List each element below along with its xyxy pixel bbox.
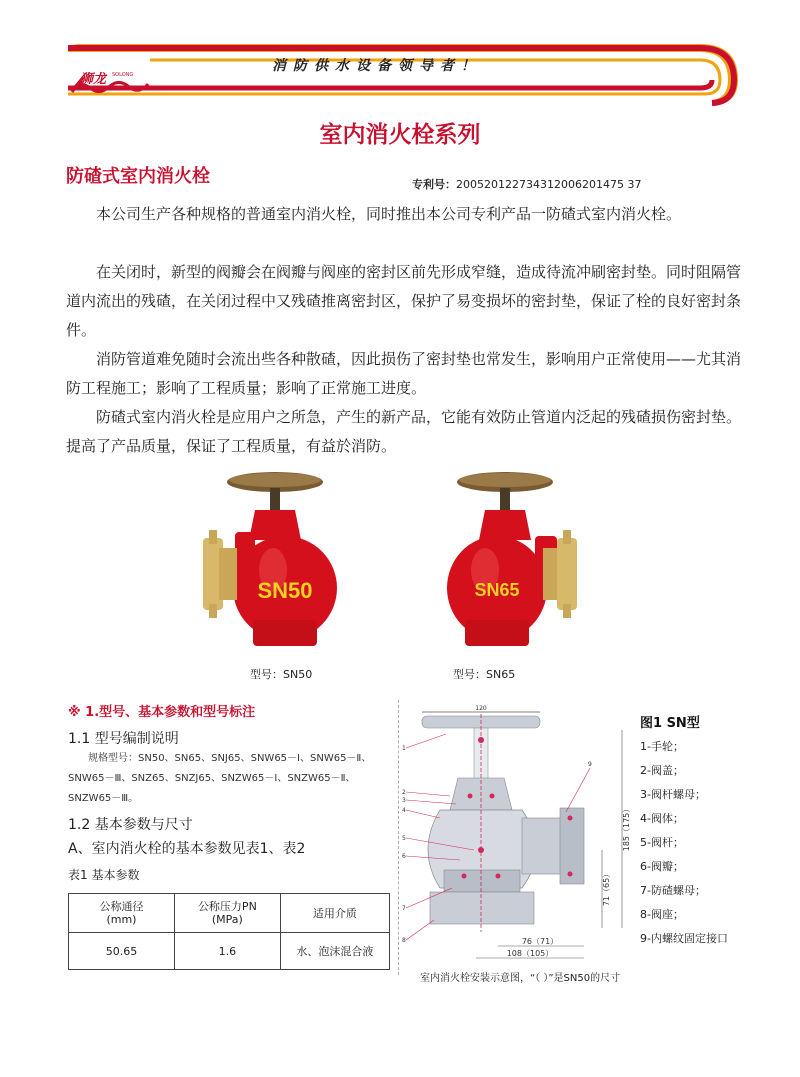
cell-pressure: 1.6 <box>174 933 280 970</box>
column-divider <box>398 700 399 975</box>
cell-medium: 水、泡沫混合液 <box>280 933 389 970</box>
callout-5: 5 <box>402 835 406 842</box>
intro-paragraph: 本公司生产各种规格的普通室内消火栓，同时推出本公司专利产品一防碴式室内消火栓。 <box>96 205 682 223</box>
list-item: 8-阀座； <box>640 908 684 921</box>
sn50-label: SN50 <box>257 578 313 603</box>
photo-caption-sn50: 型号：SN50 <box>250 668 313 681</box>
intro-paragraph: 在关闭时，新型的阀瓣会在阀瓣与阀座的密封区前先形成窄缝，造成待流冲刷密封垫。同时阻隔管道内流出的残碴，在关闭过程中又残碴推离密封区，保护了易变损坏的密封垫，保证了栓的良好密封条件。 <box>66 263 742 339</box>
table-row <box>69 933 390 970</box>
dim-top: 120 <box>475 705 487 712</box>
list-item: 9-内螺纹固定接口 <box>640 932 728 945</box>
diagram-caption: 室内消火栓安装示意图，“（ ）”是SN50的尺寸 <box>420 973 621 984</box>
header-nominal-pressure: 公称压力PN (MPa) <box>174 894 280 933</box>
callout-8: 8 <box>402 937 406 944</box>
sn65-label: SN65 <box>474 580 520 600</box>
callout-4: 4 <box>402 807 406 814</box>
figure-title: 图1 SN型 <box>640 716 700 731</box>
list-item: 6-阀瓣； <box>640 860 684 873</box>
patent-number <box>412 176 641 192</box>
list-item: 1-手轮； <box>640 740 684 753</box>
subheading-1-1: 1.1 型号编制说明 <box>68 731 179 747</box>
list-item: 5-阀杆； <box>640 836 684 849</box>
product-photo-sn65 <box>435 470 585 655</box>
dim-height: 185（175） <box>622 804 631 852</box>
table-header-row <box>69 894 390 933</box>
parameter-table <box>68 893 390 970</box>
dim-inner-height: 71（65） <box>602 869 611 907</box>
logo-text: 狮龙 <box>80 72 107 87</box>
list-item: 3-阀杆螺母； <box>640 788 706 801</box>
spec-heading: ※ 1.型号、基本参数和型号标注 <box>68 705 256 720</box>
list-item: 2-阀盖； <box>640 764 684 777</box>
dim-width-2: 108（105） <box>506 949 554 958</box>
callout-3: 3 <box>402 797 406 804</box>
valve-cross-section-diagram <box>400 700 632 968</box>
callout-1: 1 <box>402 745 406 752</box>
list-item: 7-防碴螺母； <box>640 884 706 897</box>
intro-paragraph: 防碴式室内消火栓是应用户之所急，产生的新产品，它能有效防止管道内泛起的残碴损伤密封垫。提高了产品质量，保证了工程质量，有益於消防。 <box>66 408 742 455</box>
patent-value: 200520122734312006201475 37 <box>456 178 642 191</box>
logo-subtext: SOLONG <box>112 72 134 78</box>
callout-2: 2 <box>402 789 406 796</box>
page-title: 室内消火栓系列 <box>319 122 481 148</box>
table-caption: 表1 基本参数 <box>68 868 140 882</box>
slogan: 消防供水设备领导者！ <box>272 58 482 74</box>
callout-9: 9 <box>588 761 592 768</box>
photo-caption-sn65: 型号：SN65 <box>453 668 516 681</box>
header-medium: 适用介质 <box>280 894 389 933</box>
callout-7: 7 <box>402 905 406 912</box>
subheading-1-2: 1.2 基本参数与尺寸 <box>68 817 193 833</box>
cell-diameter: 50.65 <box>69 933 175 970</box>
subheading-1-2-a: A、室内消火栓的基本参数见表1、表2 <box>68 841 306 857</box>
parts-list <box>640 735 728 951</box>
patent-label: 专利号： <box>412 178 456 191</box>
model-list: 规格型号：SN50、SN65、SNJ65、SNW65－Ⅰ、SNW65－Ⅱ、SNW65－Ⅲ、SNZ65、SNZJ65、SNZW65－Ⅰ、SNZW65－Ⅱ、SNZW65－Ⅲ。 <box>68 753 372 804</box>
intro-paragraph: 消防管道难免随时会流出些各种散碴，因此损伤了密封垫也常发生，影响用户正常使用——尤其消防工程施工；影响了工程质量；影响了正常施工进度。 <box>66 350 742 397</box>
list-item: 4-阀体； <box>640 812 684 825</box>
section-title: 防碴式室内消火栓 <box>66 166 210 187</box>
header-nominal-diameter: 公称通径 (mm) <box>69 894 175 933</box>
callout-6: 6 <box>402 853 406 860</box>
product-photo-sn50 <box>195 470 345 655</box>
dim-width-1: 76（71） <box>521 937 559 946</box>
